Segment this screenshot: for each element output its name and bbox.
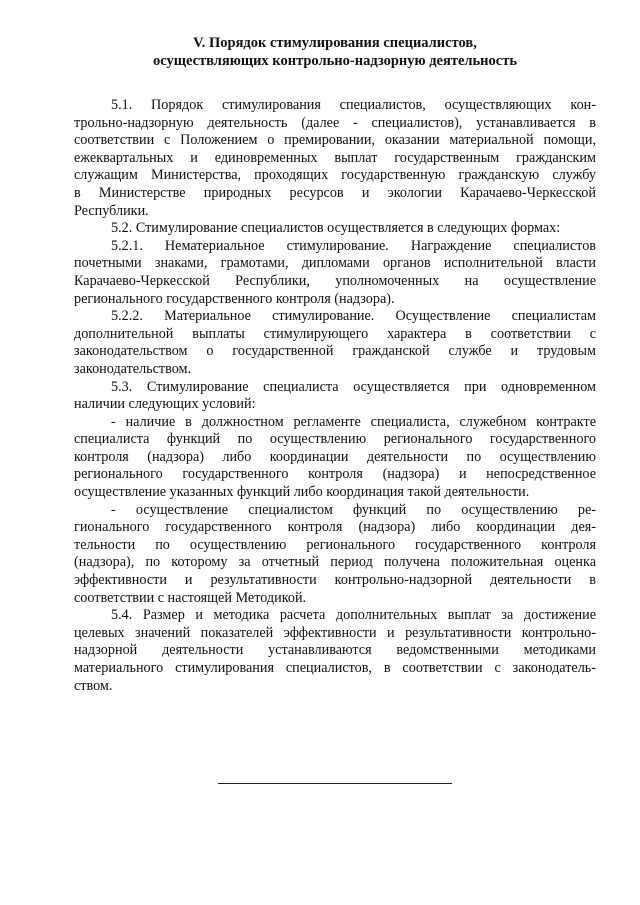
paragraph-line: ством. xyxy=(74,677,113,694)
paragraph-line: тельности по осуществлению регионального государственного контроля xyxy=(74,536,596,553)
document-page xyxy=(74,34,596,695)
paragraph-line: целевых значений показателей эффективности и результативности контрольно- xyxy=(74,624,596,641)
paragraph-line: контроля (надзора) либо координации деятельности по осуществлению xyxy=(74,448,596,465)
paragraph xyxy=(74,502,596,608)
paragraph-line: специалиста функций по осуществлению регионального государственного xyxy=(74,431,596,448)
paragraph-line: почетными знаками, грамотами, дипломами органов исполнительной власти xyxy=(74,255,596,272)
paragraph-line: законодательством о государственной гражданской службе и трудовым xyxy=(74,343,596,360)
paragraph-line: 5.3. Стимулирование специалиста осуществляется при одновременном xyxy=(111,378,596,395)
paragraph-line: (надзора), по которому за отчетный период получена положительная оценка xyxy=(74,554,596,571)
paragraph-line: ежеквартальных и единовременных выплат государственным гражданским xyxy=(74,149,596,166)
paragraph-line: в Министерстве природных ресурсов и экологии Карачаево-Черкесской xyxy=(74,184,596,201)
section-title xyxy=(74,34,596,70)
end-rule xyxy=(218,783,452,784)
paragraph-line: 5.2. Стимулирование специалистов осуществляется в следующих формах: xyxy=(111,220,561,237)
paragraph xyxy=(74,607,596,695)
section-title-line-2: осуществляющих контрольно-надзорную деятельность xyxy=(152,53,518,69)
paragraph xyxy=(74,238,596,308)
paragraph-line: законодательством. xyxy=(74,360,192,377)
paragraph xyxy=(74,97,596,220)
paragraph-line: Республики. xyxy=(74,202,149,219)
paragraph-line: материального стимулирования специалистов, в соответствии с законодатель- xyxy=(74,660,596,676)
paragraph xyxy=(74,220,596,238)
section-body xyxy=(74,97,596,695)
paragraph xyxy=(74,379,596,414)
paragraph-line: регионального государственного контроля (надзора) и непосредственное xyxy=(74,466,596,483)
paragraph-line: соответствии с Положением о премировании, оказании материальной помощи, xyxy=(74,132,596,149)
paragraph-line: соответствии с настоящей Методикой. xyxy=(74,589,307,606)
paragraph-line: надзорной деятельности устанавливаются ведомственными методиками xyxy=(74,642,596,659)
paragraph-line: эффективности и результативности контрольно-надзорной деятельности в xyxy=(74,572,596,589)
paragraph-line: осуществление указанных функций либо координация такой деятельности. xyxy=(74,484,530,501)
paragraph-line: - наличие в должностном регламенте специалиста, служебном контракте xyxy=(111,413,596,430)
paragraph-line: трольно-надзорную деятельность (далее - специалистов), устанавливается в xyxy=(74,114,596,131)
paragraph-line: 5.4. Размер и методика расчета дополнительных выплат за достижение xyxy=(111,607,596,624)
paragraph xyxy=(74,308,596,378)
paragraph-line: служащим Министерства, проходящих государственную гражданскую службу xyxy=(74,167,596,184)
paragraph-line: регионального государственного контроля (надзора). xyxy=(74,290,395,307)
section-title-line-1: V. Порядок стимулирования специалистов, xyxy=(193,35,477,51)
paragraph-line: гионального государственного контроля (надзора) либо координации дея- xyxy=(74,519,596,536)
paragraph-line: 5.2.1. Нематериальное стимулирование. Награждение специалистов xyxy=(111,237,596,254)
paragraph-line: дополнительной выплаты стимулирующего характера в соответствии с xyxy=(74,325,596,342)
paragraph xyxy=(74,414,596,502)
paragraph-line: наличии следующих условий: xyxy=(74,396,256,413)
paragraph-line: 5.1. Порядок стимулирования специалистов, осуществляющих кон- xyxy=(111,97,596,113)
paragraph-line: 5.2.2. Материальное стимулирование. Осуществление специалистам xyxy=(111,308,596,325)
paragraph-line: - осуществление специалистом функций по осуществлению ре- xyxy=(111,501,596,518)
paragraph-line: Карачаево-Черкесской Республики, уполномоченных на осуществление xyxy=(74,272,596,289)
